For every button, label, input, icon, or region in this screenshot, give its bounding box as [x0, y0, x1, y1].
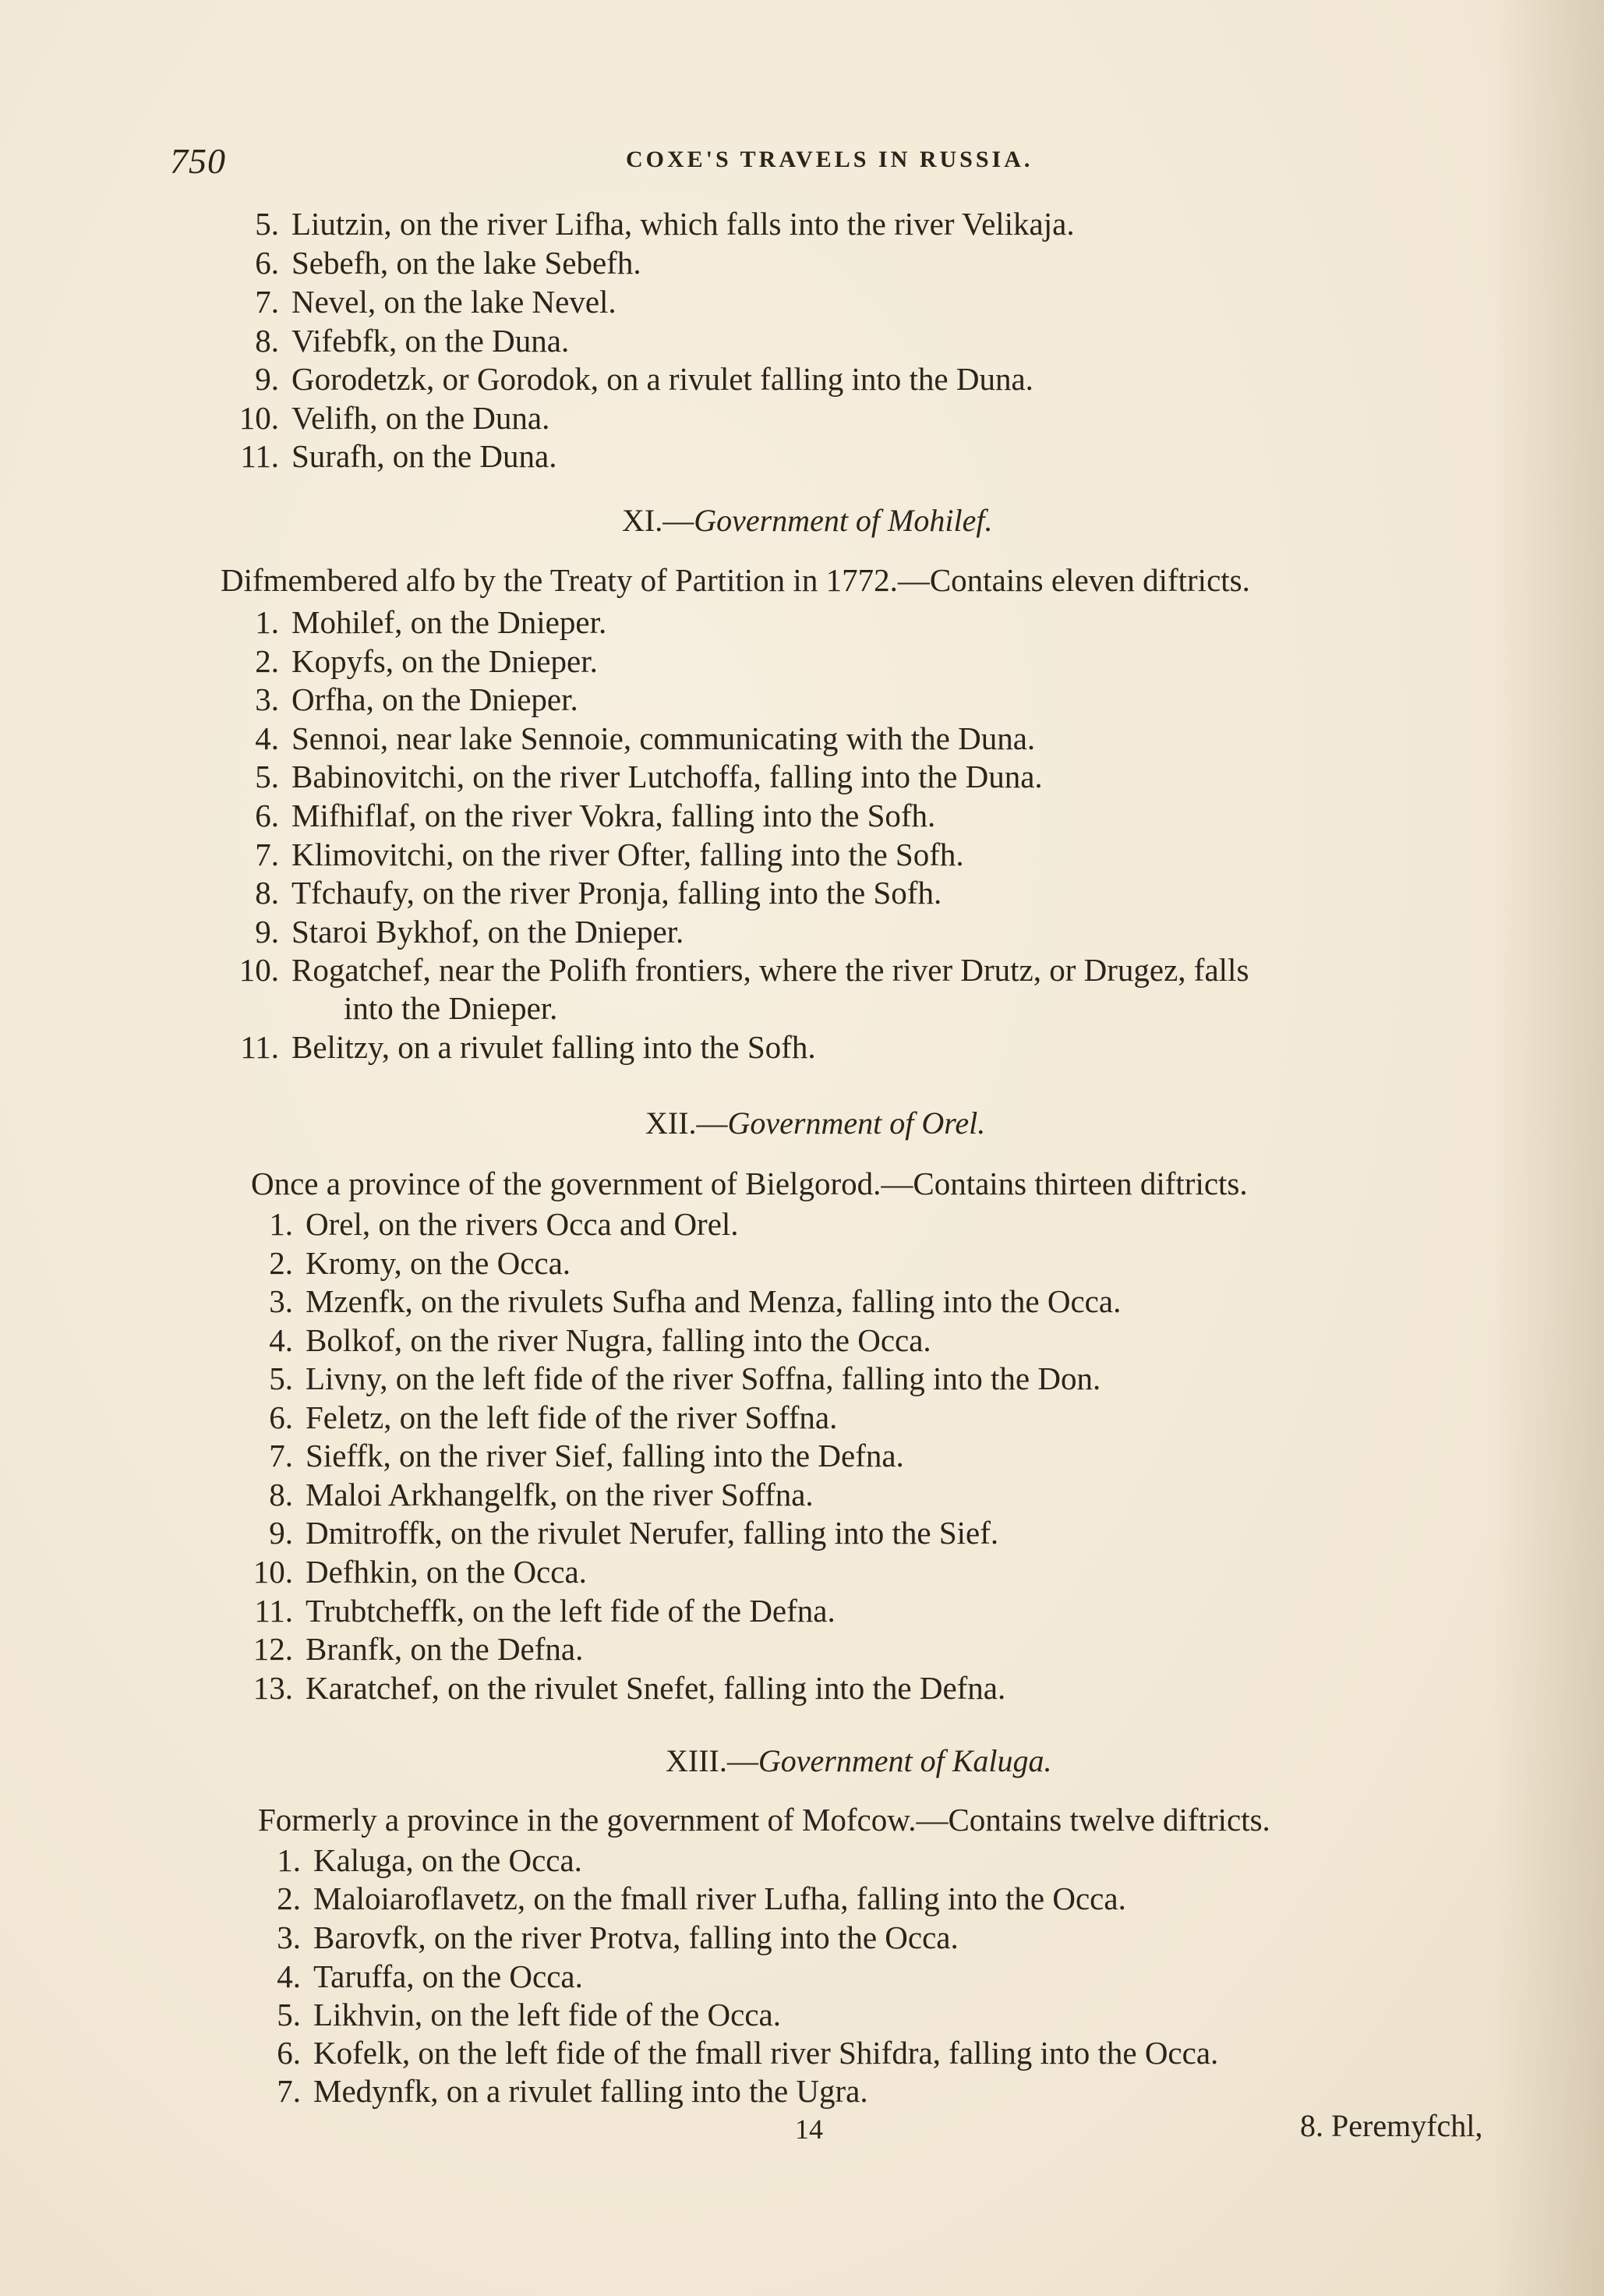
list-item: 10. Rogatchef, near the Polifh frontiers, where the river Drutz, or Drugez, falls: [238, 952, 1249, 988]
list-item: 9. Staroi Bykhof, on the Dnieper.: [255, 914, 684, 950]
list-item: 1. Orel, on the rivers Occa and Orel.: [269, 1206, 739, 1242]
list-item: 9. Dmitroffk, on the rivulet Nerufer, falling into the Sief.: [269, 1515, 999, 1551]
page-header: [170, 140, 1105, 187]
list-item: 10. Defhkin, on the Occa.: [253, 1554, 587, 1590]
section-intro: Difmembered alfo by the Treaty of Partition in 1772.—Contains eleven diftricts.: [221, 562, 1250, 598]
list-item: 6. Kofelk, on the left fide of the fmall river Shifdra, falling into the Occa.: [277, 2035, 1219, 2071]
list-item: 6. Mifhiflaf, on the river Vokra, falling into the Sofh.: [255, 798, 936, 833]
section-title: XI.—Government of Mohilef.: [622, 503, 993, 538]
list-item: 4. Taruffa, on the Occa.: [277, 1958, 583, 1994]
list-item: 12. Branfk, on the Defna.: [253, 1631, 584, 1667]
list-item: 8. Vifebfk, on the Duna.: [255, 323, 570, 359]
list-item: 8. Tfchaufy, on the river Pronja, falling into the Sofh.: [255, 875, 942, 911]
list-item: 3. Mzenfk, on the rivulets Sufha and Menza, falling into the Occa.: [269, 1283, 1122, 1319]
list-item: 5. Liutzin, on the river Lifha, which falls into the river Velikaja.: [255, 206, 1075, 242]
list-item: 1. Kaluga, on the Occa.: [277, 1842, 582, 1878]
running-head: COXE'S TRAVELS IN RUSSIA.: [626, 147, 1033, 172]
list-item: 6. Sebefh, on the lake Sebefh.: [255, 245, 641, 281]
section-title: XII.—Government of Orel.: [645, 1106, 986, 1141]
list-item-continuation: into the Dnieper.: [344, 990, 558, 1026]
page-number: 750: [170, 141, 226, 181]
section-intro: Formerly a province in the government of Mofcow.—Contains twelve diftricts.: [258, 1802, 1270, 1838]
list-item: 9. Gorodetzk, or Gorodok, on a rivulet falling into the Duna.: [255, 361, 1033, 397]
list-item: 5. Likhvin, on the left fide of the Occa.: [277, 1997, 781, 2032]
list-item: 3. Barovfk, on the river Protva, falling into the Occa.: [277, 1919, 959, 1955]
list-item: 11. Surafh, on the Duna.: [240, 438, 557, 474]
list-item: 10. Velifh, on the Duna.: [238, 400, 550, 436]
section-intro: Once a province of the government of Bielgorod.—Contains thirteen diftricts.: [251, 1166, 1248, 1201]
list-item: 3. Orfha, on the Dnieper.: [255, 681, 578, 717]
list-item: 13. Karatchef, on the rivulet Snefet, falling into the Defna.: [253, 1670, 1006, 1706]
catchword: 8. Peremyfchl,: [1300, 2108, 1483, 2143]
list-item: 2. Kromy, on the Occa.: [269, 1245, 571, 1281]
list-item: 8. Maloi Arkhangelfk, on the river Soffna.: [269, 1477, 814, 1512]
list-item: 7. Nevel, on the lake Nevel.: [255, 284, 617, 320]
list-item: 7. Klimovitchi, on the river Ofter, falling into the Sofh.: [255, 837, 964, 872]
list-item: 11. Trubtcheffk, on the left fide of the Defna.: [254, 1593, 836, 1629]
list-item: 2. Kopyfs, on the Dnieper.: [255, 643, 598, 679]
list-item: 4. Sennoi, near lake Sennoie, communicating with the Duna.: [255, 720, 1036, 756]
list-item: 1. Mohilef, on the Dnieper.: [255, 604, 607, 640]
signature-mark: 14: [795, 2114, 823, 2145]
list-item: 11. Belitzy, on a rivulet falling into the Sofh.: [240, 1029, 816, 1065]
list-item: 7. Medynfk, on a rivulet falling into the Ugra.: [277, 2073, 868, 2109]
list-item: 7. Sieffk, on the river Sief, falling into the Defna.: [269, 1438, 904, 1473]
section-title: XIII.—Government of Kaluga.: [666, 1743, 1052, 1778]
list-item: 5. Babinovitchi, on the river Lutchoffa, falling into the Duna.: [255, 759, 1043, 794]
list-item: 6. Feletz, on the left fide of the river Soffna.: [269, 1399, 838, 1435]
list-item: 4. Bolkof, on the river Nugra, falling into the Occa.: [269, 1322, 931, 1358]
list-item: 2. Maloiaroflavetz, on the fmall river Lufha, falling into the Occa.: [277, 1880, 1126, 1916]
list-item: 5. Livny, on the left fide of the river Soffna, falling into the Don.: [269, 1360, 1101, 1396]
